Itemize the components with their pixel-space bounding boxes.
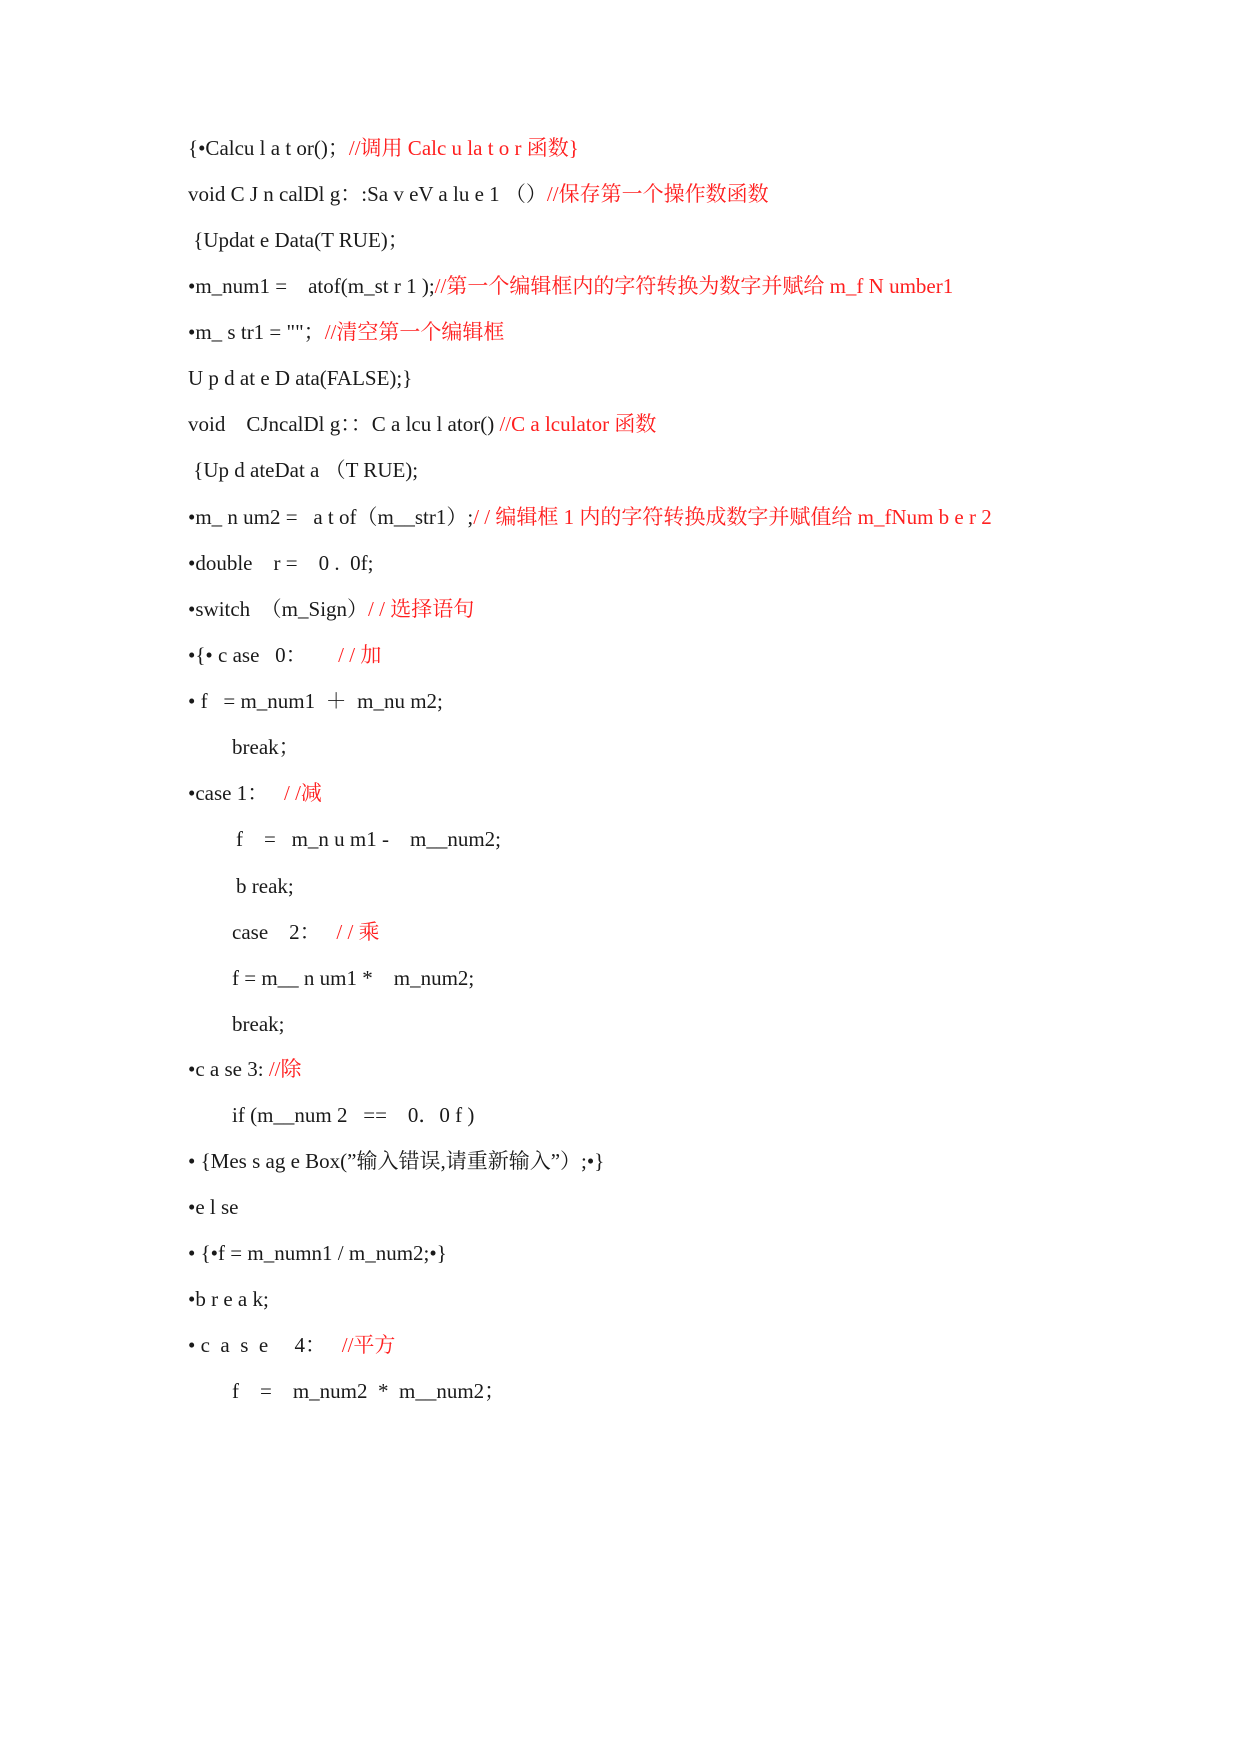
code-line [188, 779, 322, 807]
code-comment: //平方 [341, 1333, 396, 1357]
code-text: f = m_num2 * m__num2； [232, 1379, 506, 1403]
code-line [232, 918, 380, 946]
code-line [188, 1147, 604, 1175]
code-line [188, 318, 504, 346]
code-line [236, 825, 501, 853]
code-comment: //保存第一个操作数函数 [546, 182, 769, 206]
code-comment: //除 [268, 1057, 302, 1081]
code-text: •e l se [188, 1195, 239, 1219]
code-text: •b r e a k; [188, 1287, 269, 1311]
code-comment: / / 选择语句 [368, 597, 475, 621]
code-line [188, 549, 373, 577]
code-text: if (m__num 2 == 0．0 f ) [232, 1103, 475, 1127]
code-text: void CJncalDl g：：C a lcu l ator() [188, 412, 495, 436]
code-text: •switch （m_Sign） [188, 597, 369, 621]
code-line [232, 733, 300, 761]
code-line [236, 872, 294, 900]
code-line [188, 364, 412, 392]
code-text: break; [232, 1012, 285, 1036]
code-text: b reak; [236, 874, 294, 898]
code-comment: //第一个编辑框内的字符转换为数字并赋给 m_f N umber1 [434, 274, 954, 298]
code-text: {Updat e Data(T RUE)； [188, 228, 409, 252]
code-text: •m_ n um2 = a t of（m__str1）; [188, 505, 474, 529]
code-text: f = m__ n um1 * m_num2; [232, 966, 475, 990]
code-line [188, 226, 409, 254]
code-line [188, 503, 992, 531]
code-text: break； [232, 735, 300, 759]
code-line [232, 964, 474, 992]
code-text: •case 1： [188, 781, 284, 805]
code-comment: //调用 Calc u la t o r 函数} [348, 136, 579, 160]
code-text: • f = m_num1 ＋ m_nu m2; [188, 689, 443, 713]
code-line [188, 134, 579, 162]
code-text: void C J n calDl g：:Sa v eV a lu e 1 （） [188, 182, 547, 206]
code-line [188, 410, 656, 438]
code-text: f = m_n u m1 - m__num2; [236, 827, 502, 851]
code-text: • c a s e 4： [188, 1333, 342, 1357]
code-text: U p d at e D ata(FALSE);} [188, 366, 413, 390]
code-comment: / / 编辑框 1 内的字符转换成数字并赋值给 m_fNum b e r 2 [473, 505, 992, 529]
code-comment: / / 乘 [336, 920, 380, 944]
code-line [232, 1377, 505, 1405]
code-comment: //C a lculator 函数 [494, 412, 657, 436]
code-line [232, 1101, 474, 1129]
code-text: •c a se 3: [188, 1057, 269, 1081]
code-text: {•Calcu l a t or()； [188, 136, 349, 160]
code-comment: //清空第一个编辑框 [324, 320, 505, 344]
code-line [188, 1055, 302, 1083]
code-line [188, 272, 953, 300]
code-line [188, 1331, 395, 1359]
code-line [188, 687, 443, 715]
code-text: case 2： [232, 920, 337, 944]
code-text: • {•f = m_numn1 / m_num2;•} [188, 1241, 447, 1265]
code-line [232, 1010, 284, 1038]
code-line [188, 456, 418, 484]
code-line [188, 1285, 269, 1313]
code-line [188, 1239, 447, 1267]
code-text: •{• c ase 0： [188, 643, 339, 667]
code-text: •m_ s tr1 = ""； [188, 320, 325, 344]
code-comment: / / 加 [338, 643, 382, 667]
code-line [188, 641, 381, 669]
code-line [188, 595, 474, 623]
code-text: {Up d ateDat a （T RUE); [188, 458, 419, 482]
code-line [188, 1193, 239, 1221]
code-line [188, 180, 769, 208]
code-text: •m_num1 = atof(m_st r 1 ); [188, 274, 435, 298]
code-comment: / /减 [284, 781, 322, 805]
code-text: • {Mes s ag e Box(”输入错误,请重新输入”）;•} [188, 1149, 605, 1173]
code-text: •double r = 0 . 0f; [188, 551, 374, 575]
